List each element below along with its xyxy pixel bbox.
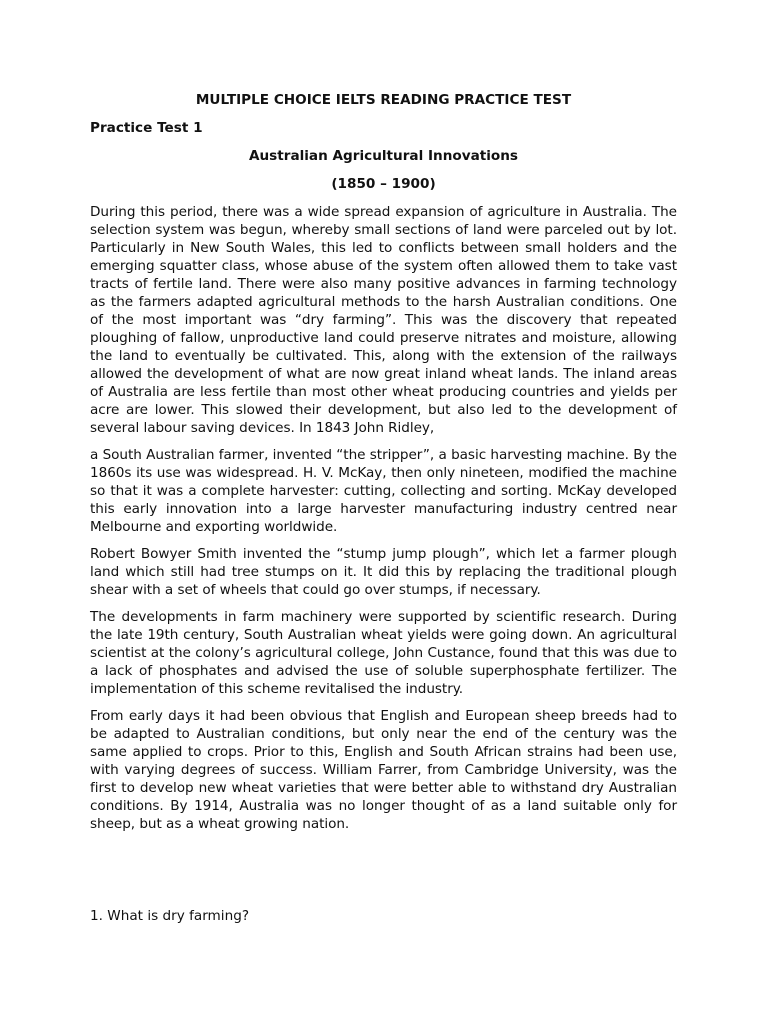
article-dates: (1850 – 1900) <box>331 176 436 192</box>
article-title: Australian Agricultural Innovations <box>248 148 519 164</box>
document-page <box>90 91 677 842</box>
paragraph-5: From early days it had been obvious that English and European sheep breeds had to be adapted to Australian conditions, but only near the end of the century was the same applied to crops. Prior to this, English and South African strains had been use, with varying degrees of success. William Farrer, from Cambridge University, was the first to develop new wheat varieties that were better able to withstand dry Australian conditions. By 1914, Australia was no longer thought of as a land suitable only for sheep, but as a wheat growing nation. <box>90 708 677 832</box>
question-1: 1. What is dry farming? <box>90 908 250 924</box>
practice-test-label: Practice Test 1 <box>90 120 203 136</box>
paragraph-1: During this period, there was a wide spread expansion of agriculture in Australia. The selection system was begun, whereby small sections of land were parceled out by lot. Particularly in New South Wales, this led to conflicts between small holders and the emerging squatter class, whose abuse of the system often allowed them to take vast tracts of fertile land. There were also many positive advances in farming technology as the farmers adapted agricultural methods to the harsh Australian conditions. One of the most important was “dry farming”. This was the discovery that repeated ploughing of fallow, unproductive land could preserve nitrates and moisture, allowing the land to eventually be cultivated. This, along with the extension of the railways allowed the development of what are now great inland wheat lands. The inland areas of Australia are less fertile than most other wheat producing countries and yields per acre are lower. This slowed their development, but also led to the development of several labour saving devices. In 1843 John Ridley, <box>90 204 677 436</box>
paragraph-3: Robert Bowyer Smith invented the “stump jump plough”, which let a farmer plough land which still had tree stumps on it. It did this by replacing the traditional plough shear with a set of wheels that could go over stumps, if necessary. <box>90 546 677 598</box>
paragraph-2: a South Australian farmer, invented “the stripper”, a basic harvesting machine. By the 1860s its use was widespread. H. V. McKay, then only nineteen, modified the machine so that it was a complete harvester: cutting, collecting and sorting. McKay developed this early innovation into a large harvester manufacturing industry centred near Melbourne and exporting worldwide. <box>90 447 677 535</box>
paragraph-4: The developments in farm machinery were supported by scientific research. During the late 19th century, South Australian wheat yields were going down. An agricultural scientist at the colony’s agricultural college, John Custance, found that this was due to a lack of phosphates and advised the use of soluble superphosphate fertilizer. The implementation of this scheme revitalised the industry. <box>90 609 677 697</box>
document-title: MULTIPLE CHOICE IELTS READING PRACTICE TEST <box>195 92 572 108</box>
